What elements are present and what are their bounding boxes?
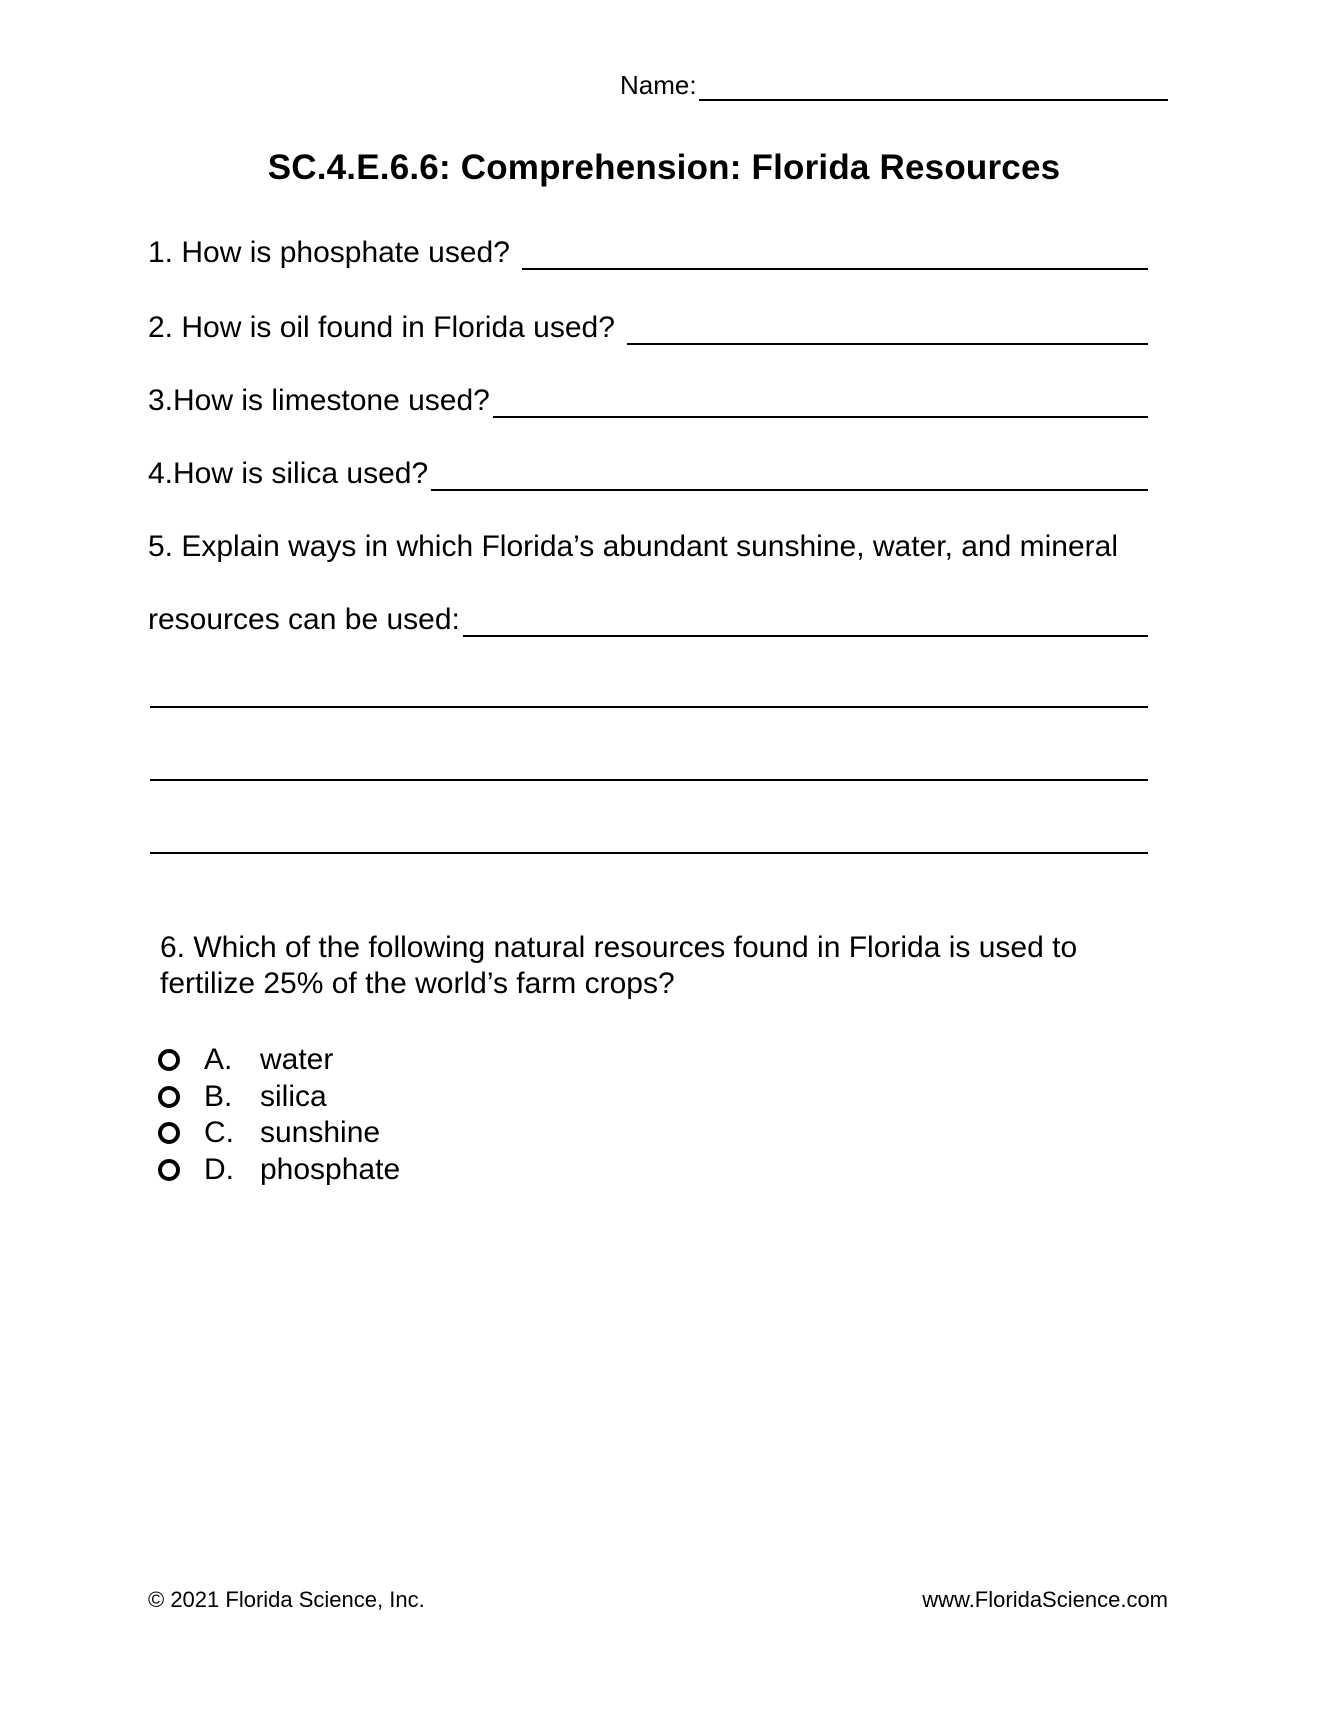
question-5-answer-line-3[interactable] <box>150 779 1148 781</box>
radio-circle-icon[interactable] <box>158 1049 180 1071</box>
question-5-answer-line-2[interactable] <box>150 706 1148 708</box>
question-6-choices <box>158 1042 400 1188</box>
page-title: SC.4.E.6.6: Comprehension: Florida Resources <box>267 148 1061 187</box>
question-2 <box>148 311 1148 345</box>
choice-b[interactable] <box>158 1079 400 1116</box>
question-4 <box>148 457 1148 491</box>
question-5-text-line-1: 5. Explain ways in which Florida’s abundant sunshine, water, and mineral <box>148 530 1118 563</box>
choice-label: silica <box>260 1079 327 1113</box>
choice-label: sunshine <box>260 1116 381 1150</box>
choice-letter: C. <box>204 1116 234 1150</box>
choice-label: phosphate <box>260 1152 401 1186</box>
radio-circle-icon[interactable] <box>158 1159 180 1181</box>
footer-copyright: © 2021 Florida Science, Inc. <box>148 1587 425 1612</box>
question-5-answer-line-4[interactable] <box>150 852 1148 854</box>
question-4-answer-line[interactable] <box>431 461 1148 491</box>
choice-c[interactable] <box>158 1115 400 1152</box>
question-5-line-1 <box>148 530 1148 564</box>
question-3-text: 3.How is limestone used? <box>148 384 490 417</box>
question-2-text: 2. How is oil found in Florida used? <box>148 311 615 344</box>
question-6-text: 6. Which of the following natural resources found in Florida is used to fertilize 25% of the world’s farm crops? <box>160 931 1078 1000</box>
question-2-answer-line[interactable] <box>627 315 1148 345</box>
choice-a[interactable] <box>158 1042 400 1079</box>
question-1-text: 1. How is phosphate used? <box>148 236 510 269</box>
choice-letter: D. <box>204 1152 234 1186</box>
choice-letter: A. <box>204 1043 233 1077</box>
question-3 <box>148 384 1148 418</box>
question-3-answer-line[interactable] <box>493 388 1148 418</box>
choice-label: water <box>260 1043 334 1077</box>
question-5-text-line-2: resources can be used: <box>148 603 460 636</box>
name-field-row <box>620 70 1168 101</box>
question-4-text: 4.How is silica used? <box>148 457 429 490</box>
name-answer-line[interactable] <box>699 75 1168 101</box>
radio-circle-icon[interactable] <box>158 1086 180 1108</box>
name-label: Name: <box>620 70 697 100</box>
choice-letter: B. <box>204 1079 233 1113</box>
question-5-line-2 <box>148 603 1148 637</box>
question-5-answer-line-1[interactable] <box>463 607 1148 637</box>
question-1-answer-line[interactable] <box>522 240 1148 270</box>
footer-website: www.FloridaScience.com <box>922 1587 1168 1612</box>
radio-circle-icon[interactable] <box>158 1122 180 1144</box>
question-1 <box>148 236 1148 270</box>
choice-d[interactable] <box>158 1152 400 1189</box>
